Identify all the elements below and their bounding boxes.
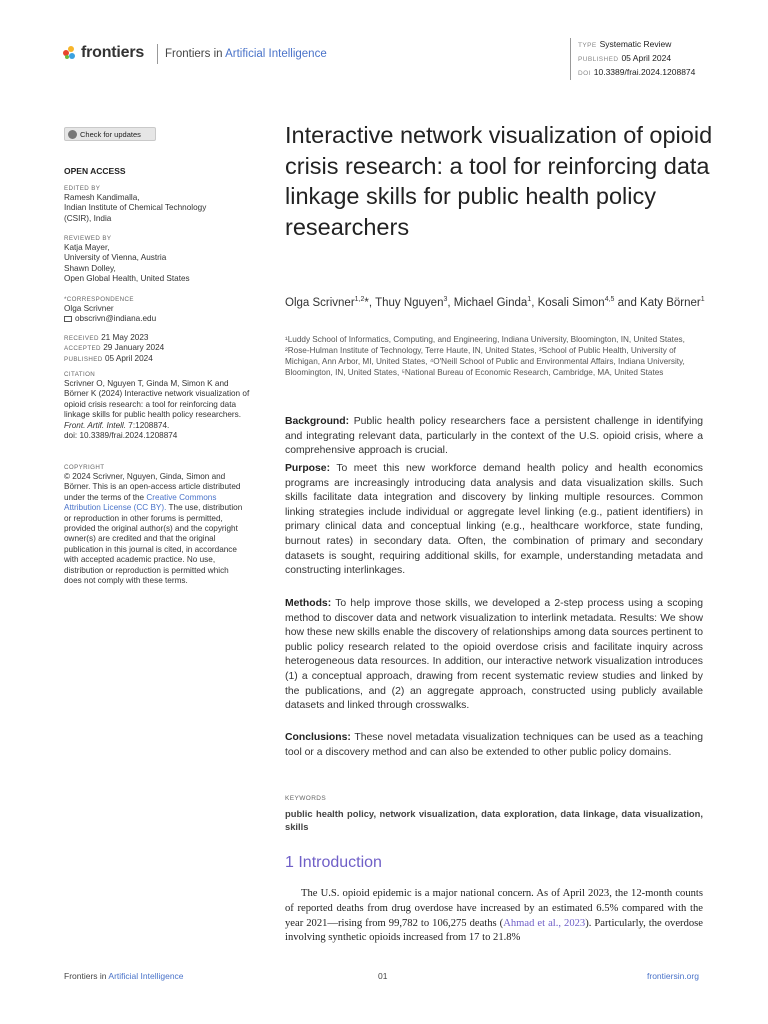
footer-journal-prefix: Frontiers in (64, 971, 109, 981)
mail-icon (64, 316, 72, 322)
correspondence-name: Olga Scrivner (64, 304, 114, 313)
reviewed-by-section (64, 234, 254, 285)
dates-section (64, 333, 254, 364)
edited-by-section (64, 184, 254, 224)
editor-line: Indian Institute of Chemical Technology (64, 203, 207, 213)
footer-site-link[interactable]: frontiersin.org (647, 971, 699, 981)
page-number: 01 (378, 971, 388, 981)
copyright-label: COPYRIGHT (64, 464, 105, 471)
abstract-text: These novel metadata visualization techniques can be used as a teaching tool or a discovery method and can also be extended to other public policy domains. (285, 732, 703, 758)
citation-journal: Front. Artif. Intell. (64, 420, 127, 430)
abstract-background (285, 415, 703, 459)
footer-journal[interactable] (64, 971, 184, 981)
article-title: Interactive network visualization of opioid crisis research: a tool for reinforcing data linkage skills for public health policy researchers (285, 122, 713, 240)
correspondence-email[interactable]: obscrivn@indiana.edu (75, 314, 157, 324)
article-meta (570, 38, 695, 80)
affiliations: ¹Luddy School of Informatics, Computing, and Engineering, Indiana University, Bloomington, IN, United States, ²Rose-Hulman Institute of Technology, Terre Haute, IN, United States, ³School of Public Health, University of Michigan, Ann Arbor, MI, United States, ⁴O'Neill School of Public and Environmental Affairs, Indiana University, Bloomington, IN, United States, ⁵National Bureau of Economic Research, Cambridge, MA, United States (285, 335, 685, 377)
editor-line: Ramesh Kandimalla, (64, 193, 140, 202)
frontiers-logo[interactable] (63, 44, 144, 62)
abstract-label: Conclusions: (285, 732, 351, 743)
journal-name[interactable] (165, 48, 327, 60)
intro-text: The U.S. opioid epidemic is a major national concern. As of April 2023, the 12-month counts of reported deaths from drug overdose have increased by an estimated 6.5% compared with the year 2021—rising from 99,782 to 106,275 deaths ( (285, 888, 703, 929)
reviewed-by-label: REVIEWED BY (64, 235, 112, 242)
copyright-post: The use, distribution or reproduction in other forums is permitted, provided the original author(s) and the copyright owner(s) are credited and that the original publication in this journal is cited, in accordance with accepted academic practice. No use, distribution or reproduction is permitted which does not comply with these terms. (64, 503, 243, 586)
keywords: public health policy, network visualization, data exploration, data linkage, data visualization, skills (285, 808, 703, 832)
correspondence-email-row[interactable] (64, 314, 254, 324)
published-value: 05 April 2024 (621, 53, 672, 63)
abstract-methods (285, 597, 703, 714)
published-label: PUBLISHED (578, 56, 619, 63)
doi-value[interactable]: 10.3389/frai.2024.1208874 (593, 67, 696, 77)
citation-link[interactable]: Ahmad et al., 2023 (503, 917, 586, 929)
accepted-date: 29 January 2024 (103, 343, 165, 353)
citation-body: Scrivner O, Nguyen T, Ginda M, Simon K and Börner K (2024) Interactive network visualization of opioid crisis research: a tool for reinforcing data linkage skills for public health policy researchers. (64, 379, 250, 420)
type-label: TYPE (578, 42, 597, 49)
abstract-conclusions (285, 731, 703, 760)
journal-prefix: Frontiers in (165, 48, 226, 60)
keywords-label: KEYWORDS (285, 795, 327, 802)
abstract-text: To help improve those skills, we developed a 2-step process using a scoping method to discover data and network visualization to interlink metadata. Results: We show how these new skills enable the discovery of relationships among data sources pertinent to public policy research related to the opioid overdose crisis and facilitate inquiry across heterogeneous data resources. In addition, our interactive network visualization introduces (1) a conceptual approach, drawing from recent systematic review studies and linked by the publications, and (2) an aggregate approach, constructed using publicly available datasets and linked through crosswalks. (285, 598, 703, 712)
received-label: RECEIVED (64, 335, 99, 342)
introduction-paragraph (285, 887, 703, 946)
doi-label: DOI (578, 70, 591, 77)
footer-journal-name: Artificial Intelligence (108, 971, 184, 981)
correspondence-section (64, 295, 254, 325)
published-label-side: PUBLISHED (64, 355, 103, 363)
citation-text (64, 379, 252, 441)
citation-doi[interactable]: doi: 10.3389/frai.2024.1208874 (64, 431, 178, 441)
copyright-text (64, 472, 246, 586)
abstract-label: Background: (285, 416, 350, 427)
cc-by-link[interactable]: Creative Commons Attribution License (CC BY). (64, 492, 217, 513)
author-name[interactable]: Thuy Nguyen$^3$ (375, 296, 448, 309)
citation-section (64, 370, 252, 441)
author-name[interactable]: Kosali Simon$^{4,5}$ (537, 296, 615, 309)
abstract-purpose (285, 462, 703, 579)
reviewer-line: Shawn Dolley, (64, 263, 116, 273)
brand-name: frontiers (81, 44, 145, 61)
section-heading-introduction: 1 Introduction (285, 854, 382, 871)
intro-text-cont: ). Particularly, the overdose involving synthetic opioids increased from 17 to 21.8% (285, 917, 703, 944)
abstract-label: Methods: (285, 598, 332, 609)
citation-volume: 7:1208874. (126, 420, 170, 430)
journal-title: Artificial Intelligence (225, 48, 327, 60)
reviewer-line: Katja Mayer, (64, 243, 110, 252)
header-divider (157, 44, 158, 64)
editor-line: (CSIR), India (64, 213, 112, 223)
reviewer-line: University of Vienna, Austria (64, 253, 167, 263)
author-name[interactable]: Olga Scrivner$^{1,2}$* (285, 296, 369, 309)
received-date: 21 May 2023 (101, 333, 149, 342)
author-name[interactable]: Michael Ginda$^1$ (453, 296, 532, 309)
citation-label: CITATION (64, 371, 96, 378)
abstract-text: Public health policy researchers face a persistent challenge in identifying and integrating relevant data, particularly in the context of the U.S. opioid crisis, where a comprehensive approach is crucial. (285, 416, 703, 457)
author-name[interactable]: Katy Börner$^1$ (640, 296, 705, 309)
author-list: Olga Scrivner$^{1,2}$*, Thuy Nguyen$^3$, Michael Ginda$^1$, Kosali Simon$^{4,5}$ and Katy Börner$^1$ (285, 296, 705, 309)
type-value: Systematic Review (599, 39, 672, 49)
reviewer-line: Open Global Health, United States (64, 274, 190, 284)
open-access-label: OPEN ACCESS (64, 166, 126, 176)
check-for-updates-button[interactable] (64, 127, 156, 141)
abstract-label: Purpose: (285, 463, 331, 474)
update-icon (68, 130, 77, 139)
frontiers-logo-icon (63, 46, 77, 60)
abstract-text: To meet this new workforce demand health policy and health economics programs are increasingly introducing data analysis and data visualization skills. Such skills facilitate data integration and discovery by linking multiple resources. Common linking strategies include individual or aggregate level linking (e.g., patient identifiers) in primary clinical data and conceptual linking (e.g., healthcare workforce, state funding, burnout rates) in secondary data. Often, the combination of primary and secondary datasets is sought, requiring additional skills, for example, understanding metadata and constructing interlinkages. (285, 463, 703, 577)
accepted-label: ACCEPTED (64, 345, 101, 353)
check-updates-label: Check for updates (80, 129, 141, 139)
published-date: 05 April 2024 (104, 353, 153, 363)
correspondence-label: *CORRESPONDENCE (64, 296, 134, 303)
copyright-section (64, 463, 246, 586)
edited-by-label: EDITED BY (64, 185, 101, 192)
copyright-pre: © 2024 Scrivner, Nguyen, Ginda, Simon and Börner. This is an open-access article distributed under the terms of the (64, 472, 241, 502)
